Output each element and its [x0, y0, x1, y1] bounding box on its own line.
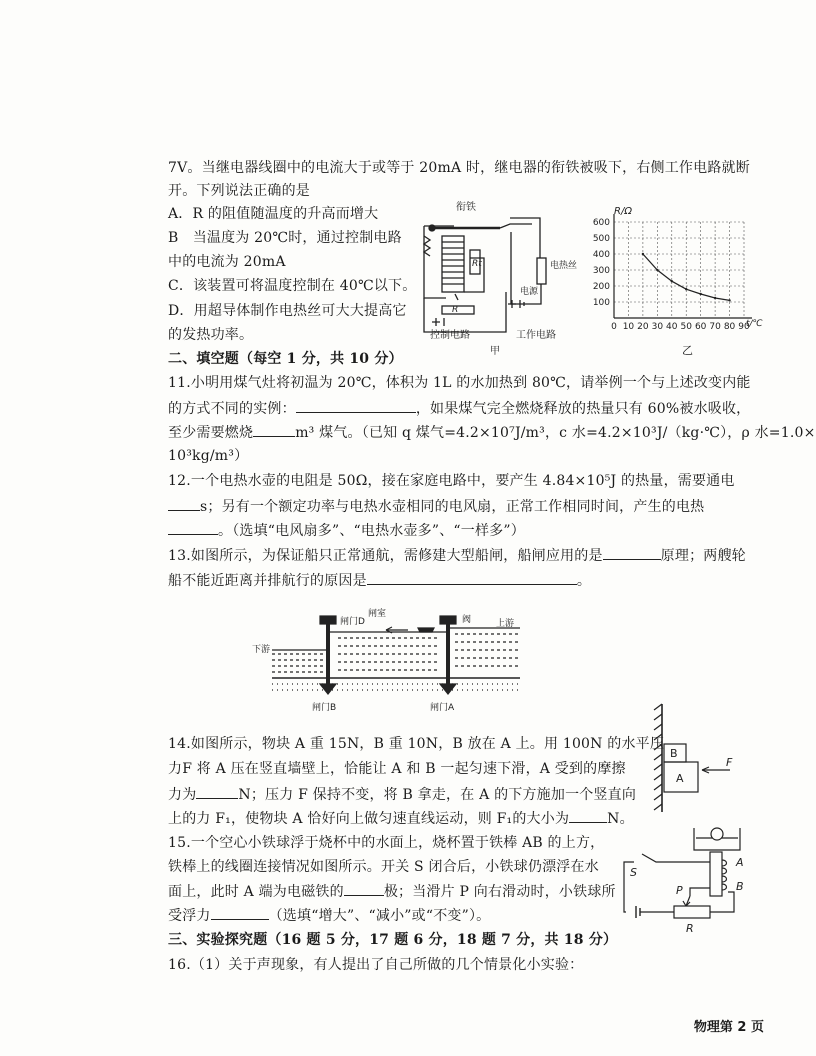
q11-line3-text-a: 至少需要燃烧 — [168, 425, 254, 441]
label-slider-p: P — [676, 884, 683, 897]
label-gate-b: 闸门B — [312, 703, 337, 713]
q15-line4-text-b: （选填“增大”、“减小”或“不变”）。 — [268, 908, 491, 924]
figure-caption-jia: 甲 — [490, 346, 500, 357]
q13-line1-text-b: 原理；两艘轮 — [660, 548, 746, 564]
q15-line4 — [168, 905, 490, 926]
chart-y-tick-label: 300 — [592, 266, 610, 276]
chart-series-line — [643, 254, 730, 300]
chart-data-point — [685, 288, 687, 290]
label-rheostat-r: R — [686, 922, 694, 934]
q12-blank-1[interactable] — [168, 496, 200, 511]
q13-blank-1[interactable] — [603, 545, 661, 560]
chart-x-tick-label: 70 — [709, 322, 721, 332]
figure-caption-yi: 乙 — [682, 344, 693, 357]
q11-line1: 11.小明用煤气灶将初温为 20℃，体积为 1L 的水加热到 80℃，请举例一个与上述改变内能 — [168, 375, 751, 391]
label-gate-a: 闸门A — [430, 703, 455, 713]
q15-blank-1[interactable] — [344, 881, 384, 896]
label-switch-s: S — [630, 866, 637, 879]
chart-x-tick-label: 10 — [622, 322, 635, 332]
q11-line3-text-b: m³ 煤气。（已知 q 煤气=4.2×10⁷J/m³，c 水=4.2×10³J/（kg·℃），ρ 水=1.0× — [295, 425, 816, 441]
chart-data-point — [656, 269, 658, 271]
q15-line3-text-a: 面上，此时 A 端为电磁铁的 — [168, 884, 344, 900]
label-lock-chamber: 闸室 — [368, 609, 387, 619]
q14-blank-1[interactable] — [196, 784, 238, 799]
q12-line2 — [168, 496, 704, 517]
q12-line3-text: 。（选填“电风扇多”、“电热水壶多”、“一样多”） — [218, 523, 525, 539]
q10-option-c: C．该装置可将温度控制在 40℃以下。 — [168, 278, 417, 294]
chart-x-tick-label: 80 — [723, 322, 736, 332]
label-block-a: A — [676, 772, 684, 785]
q10-option-b-line2: 中的电流为 20mA — [168, 254, 286, 270]
section-2-heading: 二、填空题（每空 1 分，共 10 分） — [168, 351, 403, 367]
q11-line4: 10³kg/m³） — [168, 448, 249, 464]
chart-x-tick-label: 50 — [680, 322, 692, 332]
q14-line3-text-b: N；压力 F 保持不变，将 B 拿走，在 A 的下方施加一个竖直向 — [238, 787, 637, 803]
q12-line2-text: s；另有一个额定功率与电热水壶相同的电风扇，正常工作相同时间，产生的电热 — [200, 499, 705, 515]
q10-line2: 开。下列说法正确的是 — [168, 183, 310, 199]
q11-blank-2[interactable] — [253, 422, 295, 437]
label-power: 电源 — [520, 287, 539, 297]
q14-blank-2[interactable] — [569, 808, 607, 823]
q14-line4-text-b: N。 — [607, 811, 634, 827]
label-heater: 电热丝 — [550, 261, 578, 271]
q13-line2-text-b: 。 — [576, 573, 592, 589]
chart-data-point — [699, 293, 701, 295]
page-footer: 物理第 2 页 — [693, 1020, 764, 1035]
label-force-f: F — [726, 756, 733, 769]
q10-option-d-line2: 的发热功率。 — [168, 327, 254, 343]
ship-lock-figure — [250, 608, 540, 718]
q11-blank-1[interactable] — [296, 398, 416, 413]
q11-line2 — [168, 398, 750, 419]
q11-line3 — [168, 422, 816, 443]
q14-line4-text-a: 上的力 F₁，使物块 A 恰好向上做匀速直线运动，则 F₁的大小为 — [168, 811, 570, 827]
relay-circuit-figure — [412, 196, 582, 358]
label-rt: Rt — [472, 259, 482, 269]
q14-line3-text-a: 力为 — [168, 787, 197, 803]
q12-line3 — [168, 520, 525, 541]
q13-line1 — [168, 545, 746, 566]
label-work-circuit: 工作电路 — [516, 330, 556, 341]
wall-blocks-figure — [652, 700, 742, 815]
q10-option-b-line1: B 当温度为 20℃时，通过控制电路 — [168, 230, 402, 246]
label-valve: 阀 — [462, 615, 472, 625]
chart-data-point — [714, 297, 716, 299]
chart-x-tick-label: 0 — [611, 322, 617, 332]
q14-line2: 力F 将 A 压在竖直墙壁上，恰能让 A 和 B 一起匀速下滑，A 受到的摩擦 — [168, 761, 626, 777]
q12-blank-2[interactable] — [168, 520, 218, 535]
label-block-b: B — [670, 747, 678, 760]
q14-line3 — [168, 784, 636, 805]
chart-y-tick-label: 100 — [592, 298, 610, 308]
chart-x-tick-label: 20 — [637, 322, 649, 332]
q10-option-a: A．R 的阻值随温度的升高而增大 — [168, 206, 379, 222]
q12-line1: 12.一个电热水壶的电阻是 50Ω，接在家庭电路中，要产生 4.84×10⁵J 的热量，需要通电 — [168, 473, 735, 489]
q15-line1: 15.一个空心小铁球浮于烧杯中的水面上，烧杯置于铁棒 AB 的上方， — [168, 835, 605, 851]
q14-line1: 14.如图所示，物块 A 重 15N，B 重 10N，B 放在 A 上。用 100N 的水平压 — [168, 736, 665, 752]
q13-line2-text-a: 船不能近距离并排航行的原因是 — [168, 573, 367, 589]
q10-option-d-line1: D．用超导体制作电热丝可大大提高它 — [168, 303, 407, 319]
chart-y-tick-label: 200 — [592, 282, 610, 292]
chart-data-point — [728, 299, 730, 301]
label-control-circuit: 控制电路 — [430, 330, 470, 341]
q13-line1-text-a: 13.如图所示，为保证船只正常通航，需修建大型船闸，船闸应用的是 — [168, 548, 603, 564]
q15-line3 — [168, 881, 616, 902]
label-end-b: B — [736, 880, 744, 893]
q13-line2 — [168, 570, 591, 591]
chart-data-point — [642, 253, 644, 255]
chart-x-tick-label: 40 — [666, 322, 678, 332]
label-upstream: 上游 — [496, 619, 515, 629]
q15-blank-2[interactable] — [211, 905, 269, 920]
q11-line2-text-b: ，如果煤气完全燃烧释放的热量只有 60%被水吸收， — [415, 401, 751, 417]
label-r: R — [452, 305, 459, 315]
q16-intro: 16.（1）关于声现象，有人提出了自己所做的几个情景化小实验： — [168, 957, 584, 973]
section-3-heading: 三、实验探究题（16 题 5 分，17 题 6 分，18 题 7 分，共 18 分） — [168, 932, 618, 948]
chart-y-tick-label: 500 — [592, 234, 610, 244]
chart-x-tick-label: 60 — [694, 322, 707, 332]
label-gate-d: 闸门D — [340, 617, 365, 627]
q10-line1: 7V。当继电器线圈中的电流大于或等于 20mA 时，继电器的衔铁被吸下，右侧工作电路就断 — [168, 160, 750, 176]
q11-line2-text-a: 的方式不同的实例： — [168, 401, 296, 417]
q15-line4-text-a: 受浮力 — [168, 908, 211, 924]
resistance-temperature-chart — [584, 200, 770, 360]
chart-data-point — [671, 280, 673, 282]
chart-y-tick-label: 600 — [592, 218, 610, 228]
chart-x-axis-label: t/℃ — [746, 319, 763, 329]
q15-line2: 铁棒上的线圈连接情况如图所示。开关 S 闭合后，小铁球仍漂浮在水 — [168, 859, 599, 875]
chart-x-tick-label: 90 — [738, 322, 750, 332]
label-end-a: A — [736, 856, 744, 869]
electromagnet-circuit-figure — [612, 822, 762, 934]
label-downstream: 下游 — [252, 645, 271, 655]
q13-blank-2[interactable] — [367, 570, 577, 585]
q15-line3-text-b: 极；当滑片 P 向右滑动时，小铁球所 — [383, 884, 616, 900]
q14-line4 — [168, 808, 634, 829]
chart-y-axis-label: R/Ω — [614, 206, 632, 217]
chart-y-tick-label: 400 — [592, 250, 610, 260]
chart-x-tick-label: 30 — [651, 322, 664, 332]
label-armature: 衔铁 — [456, 202, 476, 213]
